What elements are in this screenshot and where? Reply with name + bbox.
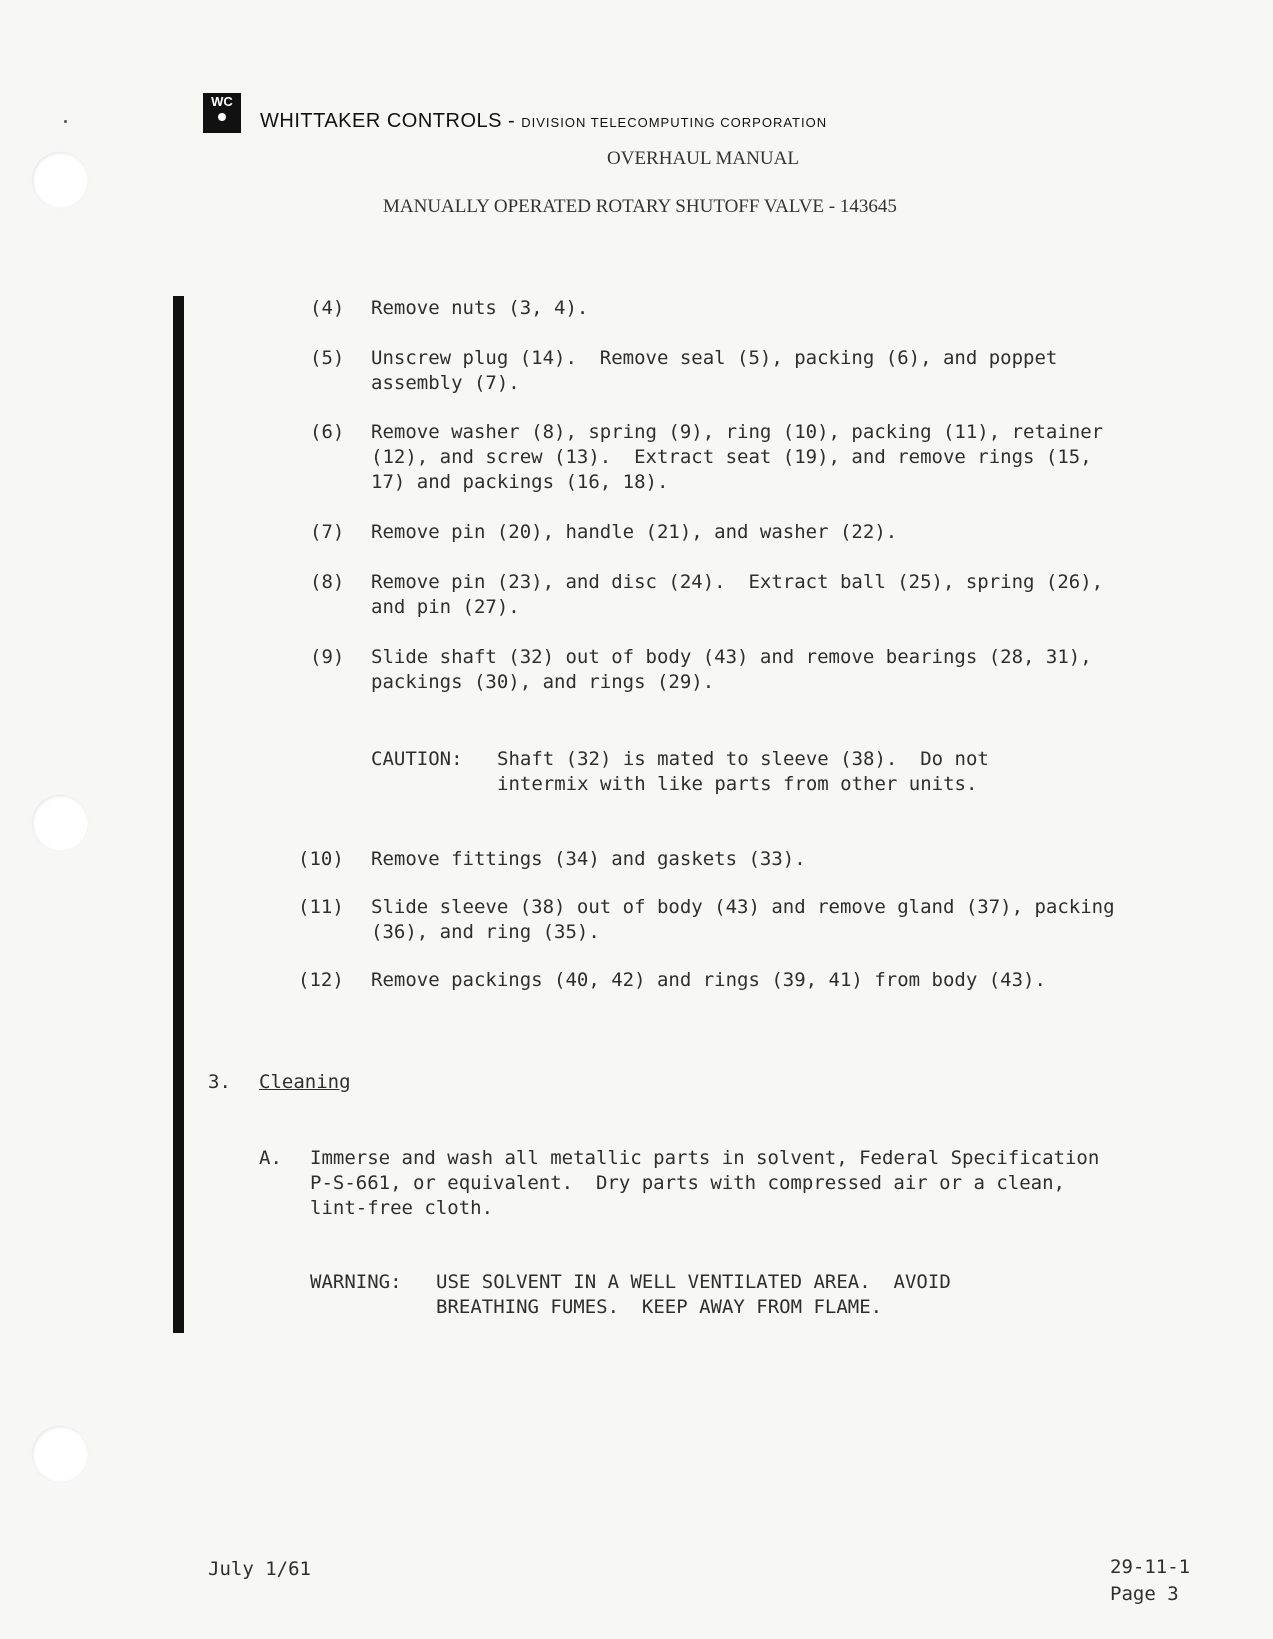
item-text: P-S-661, or equivalent. Dry parts with compressed air or a clean, xyxy=(310,1172,1065,1194)
caution-label: CAUTION: xyxy=(371,748,463,770)
step-number: (5) xyxy=(310,347,345,369)
step-text: Slide shaft (32) out of body (43) and remove bearings (28, 31), xyxy=(371,646,1092,668)
company-dash: - xyxy=(508,110,516,132)
footer-page: Page 3 xyxy=(1110,1583,1179,1605)
caution-text: intermix with like parts from other units. xyxy=(497,773,978,795)
item-text: Immerse and wash all metallic parts in solvent, Federal Specification xyxy=(310,1147,1100,1169)
warning-text: BREATHING FUMES. KEEP AWAY FROM FLAME. xyxy=(436,1296,883,1318)
punch-hole-middle xyxy=(32,795,88,851)
step-text: Slide sleeve (38) out of body (43) and remove gland (37), packing xyxy=(371,896,1115,918)
company-logo xyxy=(203,93,241,133)
step-number: (12) xyxy=(298,969,344,991)
punch-hole-bottom xyxy=(32,1426,88,1482)
company-name: WHITTAKER CONTROLS xyxy=(260,110,502,132)
step-text: Remove washer (8), spring (9), ring (10), packing (11), retainer xyxy=(371,421,1104,443)
document-subtitle: MANUALLY OPERATED ROTARY SHUTOFF VALVE - 143645 xyxy=(383,196,897,217)
step-number: (4) xyxy=(310,297,345,319)
manual-title: OVERHAUL MANUAL xyxy=(607,148,799,169)
footer-date: July 1/61 xyxy=(208,1558,311,1580)
step-number: (11) xyxy=(298,896,344,918)
section-title: Cleaning xyxy=(259,1071,351,1093)
step-text: Remove nuts (3, 4). xyxy=(371,297,589,319)
logo-dot-icon xyxy=(218,113,226,121)
step-text: Remove pin (20), handle (21), and washer (22). xyxy=(371,521,898,543)
company-division: DIVISION TELECOMPUTING CORPORATION xyxy=(521,115,828,130)
caution-text: Shaft (32) is mated to sleeve (38). Do not xyxy=(497,748,989,770)
step-number: (6) xyxy=(310,421,345,443)
step-number: (9) xyxy=(310,646,345,668)
logo-text: WC xyxy=(211,94,233,109)
step-text: assembly (7). xyxy=(371,372,520,394)
step-number: (10) xyxy=(298,848,344,870)
warning-label: WARNING: xyxy=(310,1271,402,1293)
item-text: lint-free cloth. xyxy=(310,1197,494,1219)
step-text: 17) and packings (16, 18). xyxy=(371,471,669,493)
step-text: Unscrew plug (14). Remove seal (5), packing (6), and poppet xyxy=(371,347,1058,369)
step-text: (36), and ring (35). xyxy=(371,921,600,943)
step-number: (8) xyxy=(310,571,345,593)
company-line xyxy=(260,110,827,133)
revision-bar xyxy=(173,296,184,1333)
step-text: (12), and screw (13). Extract seat (19), and remove rings (15, xyxy=(371,446,1092,468)
speck xyxy=(64,120,67,123)
section-number: 3. xyxy=(208,1071,231,1093)
step-number: (7) xyxy=(310,521,345,543)
footer-doc-number: 29-11-1 xyxy=(1110,1556,1191,1578)
punch-hole-top xyxy=(32,152,88,208)
item-letter: A. xyxy=(259,1147,282,1169)
step-text: Remove pin (23), and disc (24). Extract ball (25), spring (26), xyxy=(371,571,1104,593)
step-text: Remove packings (40, 42) and rings (39, 41) from body (43). xyxy=(371,969,1046,991)
step-text: packings (30), and rings (29). xyxy=(371,671,715,693)
warning-text: USE SOLVENT IN A WELL VENTILATED AREA. AVOID xyxy=(436,1271,951,1293)
step-text: Remove fittings (34) and gaskets (33). xyxy=(371,848,806,870)
step-text: and pin (27). xyxy=(371,596,520,618)
